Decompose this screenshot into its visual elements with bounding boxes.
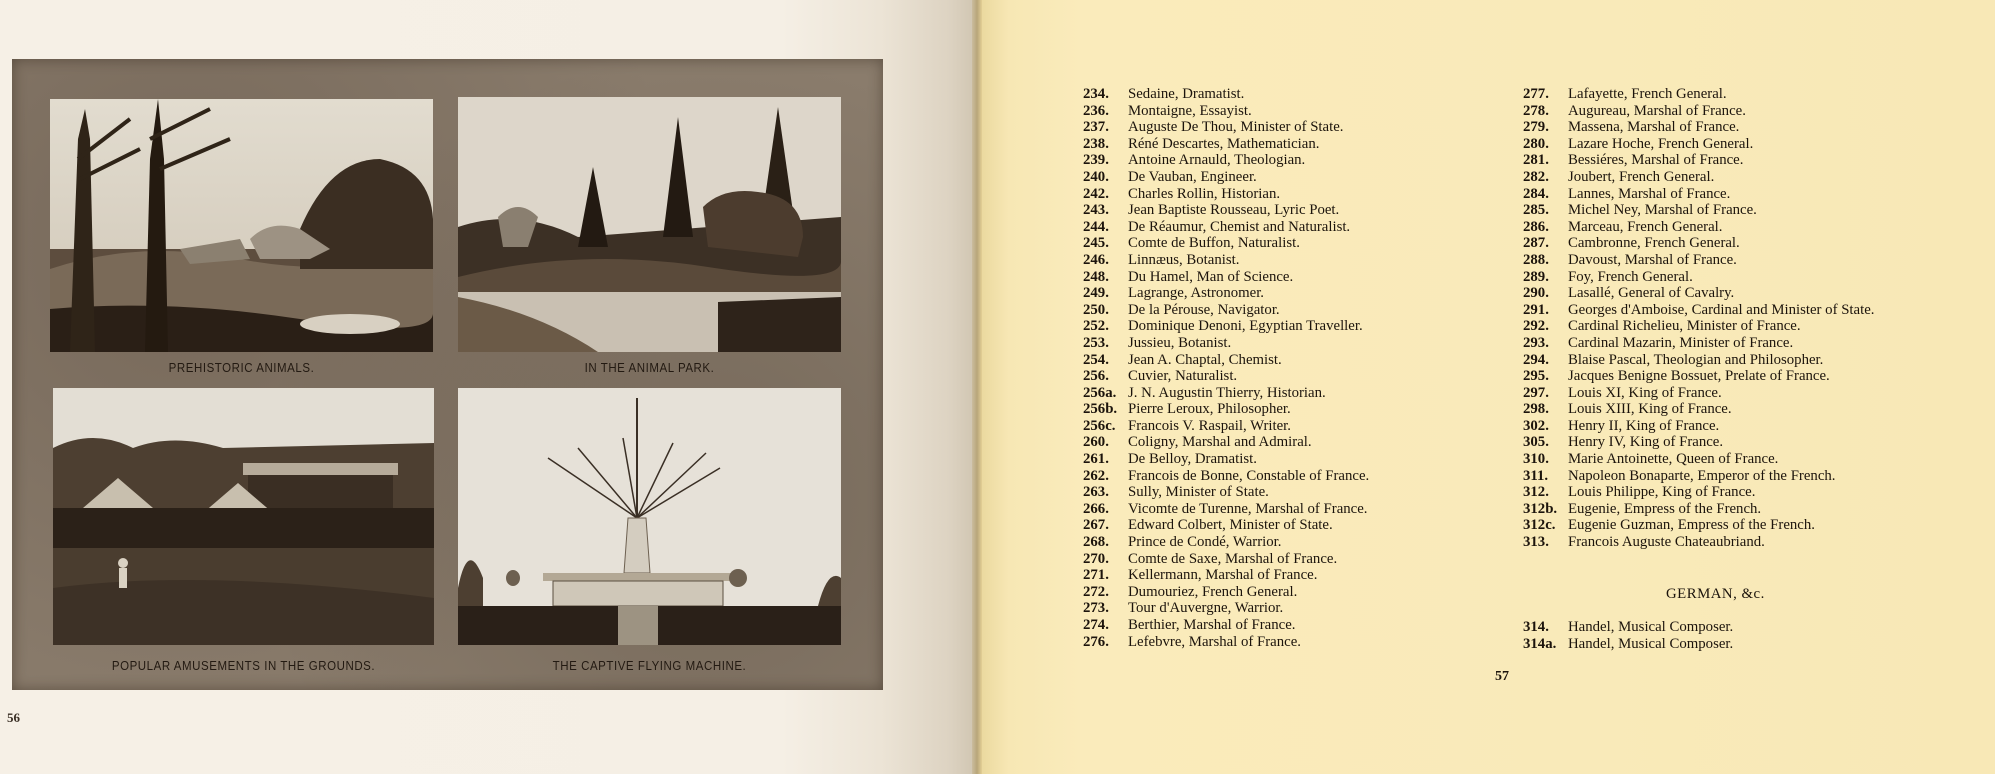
- entry-number: 312b.: [1523, 500, 1558, 517]
- list-entry: [1083, 567, 1483, 584]
- list-entry: [1523, 103, 1963, 120]
- entry-number: 287.: [1523, 235, 1549, 252]
- list-entry: [1083, 219, 1483, 236]
- list-column-three: [1523, 619, 1733, 652]
- entry-text: Joubert, French General.: [1568, 168, 1715, 185]
- entry-number: 295.: [1523, 368, 1549, 385]
- entry-text: Sedaine, Dramatist.: [1128, 86, 1245, 102]
- entry-text: Vicomte de Turenne, Marshal of France.: [1128, 500, 1368, 517]
- list-entry: [1083, 484, 1483, 501]
- entry-number: 260.: [1083, 434, 1109, 451]
- entry-number: 243.: [1083, 202, 1109, 219]
- list-entry: [1083, 551, 1483, 568]
- entry-text: Michel Ney, Marshal of France.: [1568, 202, 1757, 219]
- entry-number: 244.: [1083, 218, 1109, 235]
- entry-text: De Réaumur, Chemist and Naturalist.: [1128, 218, 1351, 235]
- left-page: [0, 0, 978, 774]
- list-entry: [1523, 619, 1733, 636]
- entry-number: 277.: [1523, 86, 1549, 102]
- list-entry: [1523, 285, 1963, 302]
- list-entry: [1523, 335, 1963, 352]
- entry-number: 240.: [1083, 168, 1109, 185]
- entry-number: 256a.: [1083, 384, 1117, 401]
- entry-text: Jacques Benigne Bossuet, Prelate of France.: [1568, 368, 1830, 385]
- photo-popular-amusements: [53, 388, 434, 645]
- entry-number: 266.: [1083, 500, 1109, 517]
- list-entry: [1523, 401, 1963, 418]
- list-entry: [1523, 517, 1963, 534]
- list-entry: [1523, 501, 1963, 518]
- entry-number: 271.: [1083, 567, 1109, 584]
- list-entry: [1083, 418, 1483, 435]
- list-entry: [1523, 468, 1963, 485]
- list-entry: [1083, 368, 1483, 385]
- book-gutter: [972, 0, 982, 774]
- list-entry: [1523, 368, 1963, 385]
- caption-animal-park: IN THE ANIMAL PARK.: [584, 361, 715, 375]
- entry-text: Davoust, Marshal of France.: [1568, 251, 1737, 268]
- entry-number: 238.: [1083, 135, 1109, 152]
- entry-text: Berthier, Marshal of France.: [1128, 617, 1296, 633]
- entry-text: Eugenie Guzman, Empress of the French.: [1568, 517, 1815, 534]
- entry-number: 286.: [1523, 218, 1549, 235]
- entry-text: Francois de Bonne, Constable of France.: [1128, 467, 1370, 484]
- entry-text: Jean A. Chaptal, Chemist.: [1128, 351, 1282, 368]
- entry-number: 280.: [1523, 135, 1549, 152]
- list-entry: [1523, 252, 1963, 269]
- entry-text: Blaise Pascal, Theologian and Philosopher.: [1568, 351, 1824, 368]
- entry-text: Louis Philippe, King of France.: [1568, 484, 1756, 501]
- entry-text: Handel, Musical Composer.: [1568, 635, 1734, 652]
- photo-captive-flying-machine: [458, 388, 841, 645]
- list-entry: [1083, 617, 1483, 634]
- entry-text: Henry IV, King of France.: [1568, 434, 1724, 451]
- entry-text: Edward Colbert, Minister of State.: [1128, 517, 1333, 534]
- entry-text: Eugenie, Empress of the French.: [1568, 500, 1762, 517]
- list-entry: [1083, 86, 1483, 103]
- entry-text: Dumouriez, French General.: [1128, 583, 1298, 600]
- entry-text: Prince de Condé, Warrior.: [1128, 534, 1282, 551]
- list-entry: [1523, 136, 1963, 153]
- entry-text: De Belloy, Dramatist.: [1128, 451, 1257, 468]
- entry-number: 245.: [1083, 235, 1109, 252]
- entry-number: 234.: [1083, 86, 1109, 102]
- list-entry: [1083, 634, 1483, 651]
- list-entry: [1083, 600, 1483, 617]
- entry-text: Kellermann, Marshal of France.: [1128, 567, 1318, 584]
- entry-text: Sully, Minister of State.: [1128, 484, 1269, 501]
- section-heading-german: GERMAN, &c.: [1666, 586, 1765, 602]
- entry-number: 302.: [1523, 417, 1549, 434]
- list-entry: [1083, 169, 1483, 186]
- list-entry: [1083, 103, 1483, 120]
- entry-text: Coligny, Marshal and Admiral.: [1128, 434, 1312, 451]
- entry-text: Antoine Arnauld, Theologian.: [1128, 152, 1306, 169]
- entry-number: 239.: [1083, 152, 1109, 169]
- list-entry: [1523, 352, 1963, 369]
- list-entry: [1523, 302, 1963, 319]
- entry-number: 279.: [1523, 119, 1549, 136]
- entry-number: 256c.: [1083, 417, 1116, 434]
- list-entry: [1083, 468, 1483, 485]
- list-entry: [1083, 335, 1483, 352]
- entry-number: 268.: [1083, 534, 1109, 551]
- entry-number: 281.: [1523, 152, 1549, 169]
- entry-number: 313.: [1523, 534, 1549, 551]
- list-entry: [1083, 434, 1483, 451]
- list-entry: [1523, 318, 1963, 335]
- entry-number: 236.: [1083, 102, 1109, 119]
- page-number-left: 56: [7, 710, 20, 725]
- entry-text: Cardinal Richelieu, Minister of France.: [1568, 318, 1801, 335]
- list-entry: [1523, 385, 1963, 402]
- list-entry: [1523, 235, 1963, 252]
- list-entry: [1083, 352, 1483, 369]
- entry-number: 270.: [1083, 550, 1109, 567]
- entry-number: 262.: [1083, 467, 1109, 484]
- list-entry: [1083, 152, 1483, 169]
- entry-text: Auguste De Thou, Minister of State.: [1128, 119, 1344, 136]
- entry-text: Louis XIII, King of France.: [1568, 401, 1732, 418]
- entry-text: Massena, Marshal of France.: [1568, 119, 1740, 136]
- list-entry: [1523, 119, 1963, 136]
- entry-number: 314a.: [1523, 635, 1557, 652]
- entry-text: Cardinal Mazarin, Minister of France.: [1568, 334, 1794, 351]
- entry-text: J. N. Augustin Thierry, Historian.: [1128, 384, 1326, 401]
- entry-number: 253.: [1083, 334, 1109, 351]
- caption-captive-flying-machine: THE CAPTIVE FLYING MACHINE.: [552, 659, 747, 673]
- entry-number: 246.: [1083, 251, 1109, 268]
- entry-number: 312c.: [1523, 517, 1556, 534]
- entry-number: 242.: [1083, 185, 1109, 202]
- list-entry: [1523, 219, 1963, 236]
- entry-number: 311.: [1523, 467, 1549, 484]
- list-column-one: [1083, 86, 1483, 650]
- caption-popular-amusements: POPULAR AMUSEMENTS IN THE GROUNDS.: [111, 659, 376, 673]
- list-entry: [1083, 451, 1483, 468]
- entry-text: Lafayette, French General.: [1568, 86, 1727, 102]
- list-entry: [1523, 418, 1963, 435]
- entry-text: De la Pérouse, Navigator.: [1128, 301, 1280, 318]
- entry-number: 250.: [1083, 301, 1109, 318]
- list-entry: [1083, 401, 1483, 418]
- entry-number: 314.: [1523, 619, 1549, 635]
- entry-text: Lasallé, General of Cavalry.: [1568, 285, 1735, 302]
- entry-number: 282.: [1523, 168, 1549, 185]
- entry-text: Montaigne, Essayist.: [1128, 102, 1252, 119]
- list-entry: [1523, 534, 1963, 551]
- entry-number: 267.: [1083, 517, 1109, 534]
- list-entry: [1083, 385, 1483, 402]
- list-entry: [1083, 285, 1483, 302]
- entry-text: Comte de Buffon, Naturalist.: [1128, 235, 1300, 252]
- entry-text: Augureau, Marshal of France.: [1568, 102, 1746, 119]
- entry-number: 272.: [1083, 583, 1109, 600]
- entry-text: Pierre Leroux, Philosopher.: [1128, 401, 1291, 418]
- entry-text: Marie Antoinette, Queen of France.: [1568, 451, 1779, 468]
- caption-prehistoric-animals: PREHISTORIC ANIMALS.: [168, 361, 315, 375]
- entry-number: 256b.: [1083, 401, 1118, 418]
- list-entry: [1523, 202, 1963, 219]
- page-number-right: 57: [1495, 669, 1509, 684]
- list-entry: [1523, 169, 1963, 186]
- list-entry: [1523, 152, 1963, 169]
- entry-number: 294.: [1523, 351, 1549, 368]
- entry-text: Comte de Saxe, Marshal of France.: [1128, 550, 1338, 567]
- entry-text: Dominique Denoni, Egyptian Traveller.: [1128, 318, 1363, 335]
- entry-number: 291.: [1523, 301, 1549, 318]
- entry-text: Jean Baptiste Rousseau, Lyric Poet.: [1128, 202, 1340, 219]
- entry-text: Lagrange, Astronomer.: [1128, 285, 1265, 302]
- entry-number: 273.: [1083, 600, 1109, 617]
- entry-text: Louis XI, King of France.: [1568, 384, 1722, 401]
- entry-number: 310.: [1523, 451, 1549, 468]
- entry-number: 261.: [1083, 451, 1109, 468]
- list-entry: [1083, 501, 1483, 518]
- entry-text: De Vauban, Engineer.: [1128, 168, 1257, 185]
- entry-text: Cuvier, Naturalist.: [1128, 368, 1238, 385]
- list-entry: [1083, 136, 1483, 153]
- entry-number: 237.: [1083, 119, 1109, 136]
- list-entry: [1083, 584, 1483, 601]
- entry-text: Du Hamel, Man of Science.: [1128, 268, 1294, 285]
- list-entry: [1083, 202, 1483, 219]
- list-entry: [1523, 269, 1963, 286]
- entry-text: Tour d'Auvergne, Warrior.: [1128, 600, 1284, 617]
- list-entry: [1083, 318, 1483, 335]
- entry-number: 292.: [1523, 318, 1549, 335]
- photo-animal-park: [458, 97, 841, 352]
- list-entry: [1523, 451, 1963, 468]
- entry-number: 298.: [1523, 401, 1549, 418]
- entry-number: 249.: [1083, 285, 1109, 302]
- list-entry: [1523, 86, 1963, 103]
- entry-text: Napoleon Bonaparte, Emperor of the French.: [1568, 467, 1836, 484]
- entry-number: 252.: [1083, 318, 1109, 335]
- entry-text: Linnæus, Botanist.: [1128, 251, 1240, 268]
- entry-text: Lefebvre, Marshal of France.: [1128, 633, 1301, 650]
- list-entry: [1523, 636, 1733, 653]
- photo-prehistoric-animals: [50, 99, 433, 352]
- entry-number: 293.: [1523, 334, 1549, 351]
- list-entry: [1083, 534, 1483, 551]
- entry-text: Foy, French General.: [1568, 268, 1693, 285]
- list-entry: [1083, 186, 1483, 203]
- entry-number: 285.: [1523, 202, 1549, 219]
- entry-text: Charles Rollin, Historian.: [1128, 185, 1281, 202]
- entry-number: 254.: [1083, 351, 1109, 368]
- entry-number: 312.: [1523, 484, 1549, 501]
- list-entry: [1083, 269, 1483, 286]
- entry-number: 290.: [1523, 285, 1549, 302]
- list-entry: [1083, 302, 1483, 319]
- entry-number: 288.: [1523, 251, 1549, 268]
- list-entry: [1083, 235, 1483, 252]
- entry-number: 284.: [1523, 185, 1549, 202]
- entry-number: 276.: [1083, 633, 1109, 650]
- entry-text: Jussieu, Botanist.: [1128, 334, 1232, 351]
- list-entry: [1523, 434, 1963, 451]
- entry-number: 297.: [1523, 384, 1549, 401]
- entry-text: Handel, Musical Composer.: [1568, 619, 1734, 635]
- list-entry: [1523, 186, 1963, 203]
- entry-number: 278.: [1523, 102, 1549, 119]
- entry-text: Lannes, Marshal of France.: [1568, 185, 1731, 202]
- entry-text: Francois V. Raspail, Writer.: [1128, 417, 1291, 434]
- entry-text: Bessiéres, Marshal of France.: [1568, 152, 1744, 169]
- entry-text: Georges d'Amboise, Cardinal and Minister of State.: [1568, 301, 1875, 318]
- list-column-two: [1523, 86, 1963, 551]
- entry-text: Francois Auguste Chateaubriand.: [1568, 534, 1765, 551]
- entry-number: 256.: [1083, 368, 1109, 385]
- list-entry: [1083, 119, 1483, 136]
- entry-text: Réné Descartes, Mathematician.: [1128, 135, 1320, 152]
- entry-number: 263.: [1083, 484, 1109, 501]
- entry-text: Lazare Hoche, French General.: [1568, 135, 1754, 152]
- list-entry: [1083, 517, 1483, 534]
- entry-number: 248.: [1083, 268, 1109, 285]
- entry-number: 274.: [1083, 617, 1109, 633]
- entry-number: 289.: [1523, 268, 1549, 285]
- entry-text: Henry II, King of France.: [1568, 417, 1720, 434]
- entry-text: Cambronne, French General.: [1568, 235, 1740, 252]
- list-entry: [1083, 252, 1483, 269]
- list-entry: [1523, 484, 1963, 501]
- entry-text: Marceau, French General.: [1568, 218, 1723, 235]
- entry-number: 305.: [1523, 434, 1549, 451]
